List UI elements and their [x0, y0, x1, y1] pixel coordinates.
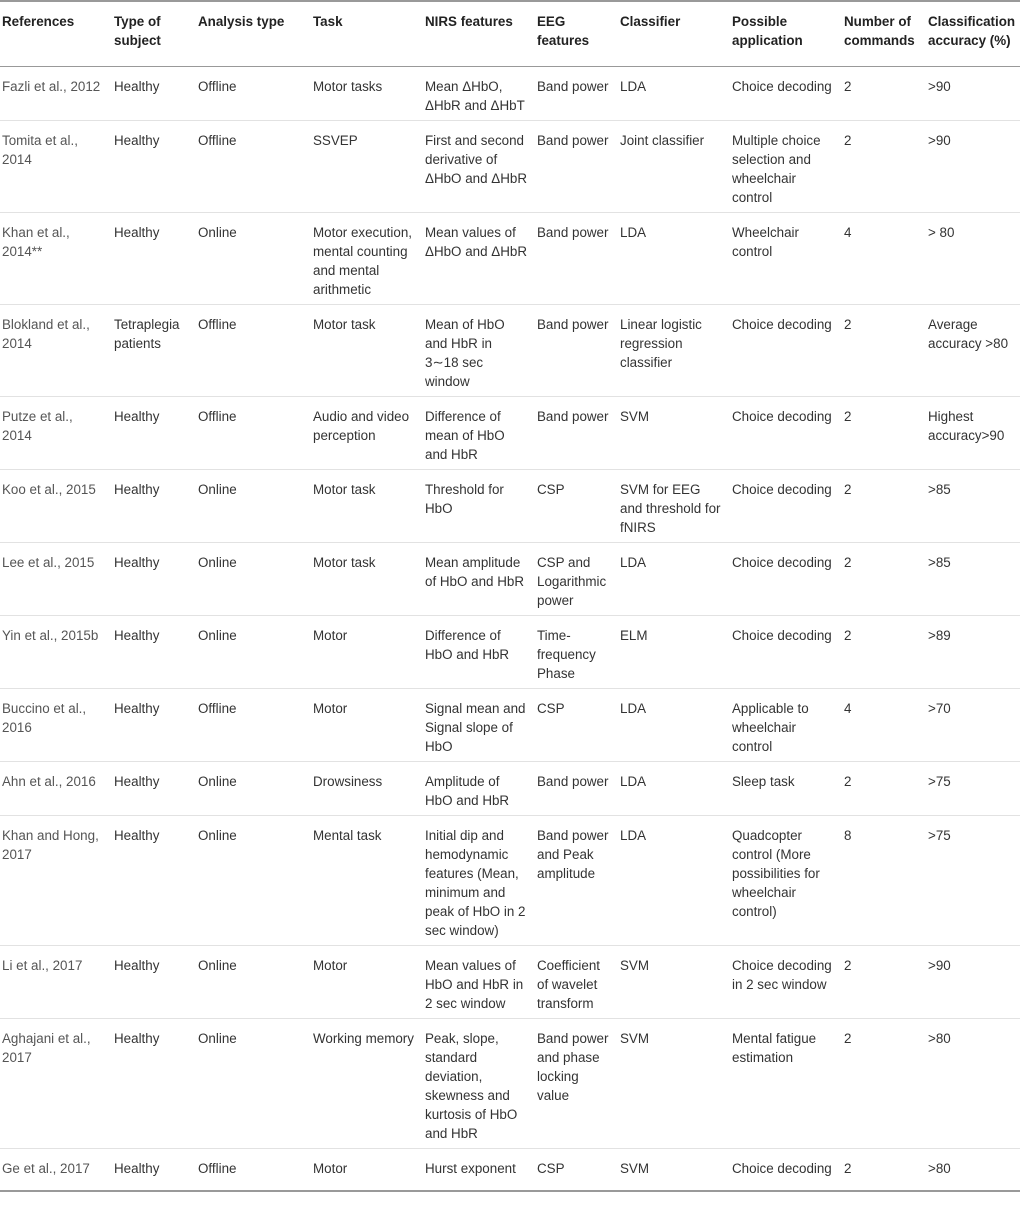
- cell-classification-accuracy: >80: [926, 1149, 1020, 1192]
- cell-analysis-type: Offline: [196, 689, 311, 762]
- cell-number-of-commands: 8: [842, 816, 926, 946]
- cell-analysis-type: Online: [196, 762, 311, 816]
- cell-classification-accuracy: >75: [926, 762, 1020, 816]
- cell-task: Motor: [311, 946, 423, 1019]
- cell-reference: Aghajani et al., 2017: [0, 1019, 112, 1149]
- cell-eeg-features: Band power: [535, 397, 618, 470]
- cell-nirs-features: Difference of mean of HbO and HbR: [423, 397, 535, 470]
- cell-possible-application: Choice decoding: [730, 67, 842, 121]
- cell-task: Working memory: [311, 1019, 423, 1149]
- cell-nirs-features: Hurst exponent: [423, 1149, 535, 1192]
- cell-reference: Blokland et al., 2014: [0, 305, 112, 397]
- cell-type-of-subject: Healthy: [112, 213, 196, 305]
- table-header: [0, 1, 1020, 67]
- cell-possible-application: Choice decoding: [730, 616, 842, 689]
- cell-nirs-features: Mean ΔHbO, ΔHbR and ΔHbT: [423, 67, 535, 121]
- cell-number-of-commands: 2: [842, 305, 926, 397]
- cell-type-of-subject: Tetraplegia patients: [112, 305, 196, 397]
- cell-type-of-subject: Healthy: [112, 616, 196, 689]
- cell-possible-application: Quadcopter control (More possibilities for wheelchair control): [730, 816, 842, 946]
- cell-possible-application: Multiple choice selection and wheelchair control: [730, 121, 842, 213]
- cell-number-of-commands: 2: [842, 543, 926, 616]
- cell-classifier: SVM for EEG and threshold for fNIRS: [618, 470, 730, 543]
- table-row: [0, 816, 1020, 946]
- cell-analysis-type: Online: [196, 616, 311, 689]
- cell-eeg-features: Coefficient of wavelet transform: [535, 946, 618, 1019]
- cell-nirs-features: Amplitude of HbO and HbR: [423, 762, 535, 816]
- cell-classification-accuracy: >70: [926, 689, 1020, 762]
- cell-possible-application: Choice decoding: [730, 1149, 842, 1192]
- cell-classification-accuracy: > 80: [926, 213, 1020, 305]
- cell-analysis-type: Online: [196, 213, 311, 305]
- cell-nirs-features: Difference of HbO and HbR: [423, 616, 535, 689]
- cell-number-of-commands: 4: [842, 689, 926, 762]
- cell-classification-accuracy: >75: [926, 816, 1020, 946]
- cell-classifier: SVM: [618, 1019, 730, 1149]
- cell-eeg-features: Time-frequency Phase: [535, 616, 618, 689]
- cell-number-of-commands: 2: [842, 470, 926, 543]
- cell-task: Motor: [311, 689, 423, 762]
- cell-classifier: LDA: [618, 67, 730, 121]
- cell-task: Motor task: [311, 543, 423, 616]
- cell-reference: Li et al., 2017: [0, 946, 112, 1019]
- cell-possible-application: Sleep task: [730, 762, 842, 816]
- cell-reference: Yin et al., 2015b: [0, 616, 112, 689]
- cell-nirs-features: Initial dip and hemodynamic features (Mean, minimum and peak of HbO in 2 sec window): [423, 816, 535, 946]
- cell-eeg-features: CSP: [535, 1149, 618, 1192]
- cell-eeg-features: Band power: [535, 121, 618, 213]
- cell-classifier: SVM: [618, 1149, 730, 1192]
- table-row: [0, 397, 1020, 470]
- header-type-of-subject: Type of subject: [112, 1, 196, 67]
- table-row: [0, 213, 1020, 305]
- cell-classifier: Joint classifier: [618, 121, 730, 213]
- cell-task: Drowsiness: [311, 762, 423, 816]
- cell-type-of-subject: Healthy: [112, 689, 196, 762]
- cell-classification-accuracy: Highest accuracy>90: [926, 397, 1020, 470]
- cell-type-of-subject: Healthy: [112, 1019, 196, 1149]
- cell-type-of-subject: Healthy: [112, 67, 196, 121]
- table-body: [0, 67, 1020, 1192]
- cell-type-of-subject: Healthy: [112, 121, 196, 213]
- cell-number-of-commands: 4: [842, 213, 926, 305]
- cell-task: Motor: [311, 616, 423, 689]
- cell-reference: Fazli et al., 2012: [0, 67, 112, 121]
- cell-analysis-type: Offline: [196, 397, 311, 470]
- table-row: [0, 67, 1020, 121]
- cell-number-of-commands: 2: [842, 67, 926, 121]
- cell-eeg-features: Band power and Peak amplitude: [535, 816, 618, 946]
- cell-task: Motor task: [311, 470, 423, 543]
- cell-analysis-type: Offline: [196, 305, 311, 397]
- cell-classifier: LDA: [618, 762, 730, 816]
- cell-possible-application: Applicable to wheelchair control: [730, 689, 842, 762]
- cell-analysis-type: Online: [196, 946, 311, 1019]
- cell-eeg-features: CSP and Logarithmic power: [535, 543, 618, 616]
- cell-task: Motor task: [311, 305, 423, 397]
- cell-eeg-features: CSP: [535, 689, 618, 762]
- table-row: [0, 689, 1020, 762]
- cell-number-of-commands: 2: [842, 121, 926, 213]
- cell-number-of-commands: 2: [842, 1019, 926, 1149]
- cell-eeg-features: Band power: [535, 213, 618, 305]
- table-row: [0, 1019, 1020, 1149]
- cell-classification-accuracy: >80: [926, 1019, 1020, 1149]
- cell-nirs-features: First and second derivative of ΔHbO and ΔHbR: [423, 121, 535, 213]
- table-row: [0, 305, 1020, 397]
- cell-reference: Khan et al., 2014**: [0, 213, 112, 305]
- cell-eeg-features: CSP: [535, 470, 618, 543]
- cell-analysis-type: Online: [196, 1019, 311, 1149]
- cell-reference: Buccino et al., 2016: [0, 689, 112, 762]
- cell-task: Motor tasks: [311, 67, 423, 121]
- cell-reference: Ahn et al., 2016: [0, 762, 112, 816]
- cell-classification-accuracy: >90: [926, 946, 1020, 1019]
- cell-number-of-commands: 2: [842, 762, 926, 816]
- header-nirs-features: NIRS features: [423, 1, 535, 67]
- cell-eeg-features: Band power: [535, 67, 618, 121]
- cell-possible-application: Choice decoding in 2 sec window: [730, 946, 842, 1019]
- cell-analysis-type: Offline: [196, 1149, 311, 1192]
- cell-classifier: LDA: [618, 689, 730, 762]
- cell-eeg-features: Band power and phase locking value: [535, 1019, 618, 1149]
- cell-number-of-commands: 2: [842, 1149, 926, 1192]
- header-number-of-commands: Number of commands: [842, 1, 926, 67]
- table-row: [0, 762, 1020, 816]
- cell-classification-accuracy: >89: [926, 616, 1020, 689]
- cell-classifier: SVM: [618, 397, 730, 470]
- cell-type-of-subject: Healthy: [112, 543, 196, 616]
- header-classification-accuracy: Classification accuracy (%): [926, 1, 1020, 67]
- table-row: [0, 121, 1020, 213]
- cell-reference: Khan and Hong, 2017: [0, 816, 112, 946]
- cell-nirs-features: Mean of HbO and HbR in 3∼18 sec window: [423, 305, 535, 397]
- cell-possible-application: Mental fatigue estimation: [730, 1019, 842, 1149]
- cell-possible-application: Choice decoding: [730, 305, 842, 397]
- cell-type-of-subject: Healthy: [112, 1149, 196, 1192]
- cell-classification-accuracy: >90: [926, 67, 1020, 121]
- cell-type-of-subject: Healthy: [112, 470, 196, 543]
- cell-possible-application: Wheelchair control: [730, 213, 842, 305]
- header-task: Task: [311, 1, 423, 67]
- table-row: [0, 616, 1020, 689]
- header-analysis-type: Analysis type: [196, 1, 311, 67]
- cell-type-of-subject: Healthy: [112, 397, 196, 470]
- header-possible-application: Possible application: [730, 1, 842, 67]
- cell-classifier: LDA: [618, 213, 730, 305]
- cell-classifier: ELM: [618, 616, 730, 689]
- cell-nirs-features: Mean values of HbO and HbR in 2 sec window: [423, 946, 535, 1019]
- cell-classifier: LDA: [618, 816, 730, 946]
- cell-number-of-commands: 2: [842, 397, 926, 470]
- cell-classification-accuracy: >85: [926, 543, 1020, 616]
- cell-nirs-features: Mean values of ΔHbO and ΔHbR: [423, 213, 535, 305]
- cell-analysis-type: Online: [196, 470, 311, 543]
- cell-task: Audio and video perception: [311, 397, 423, 470]
- cell-possible-application: Choice decoding: [730, 470, 842, 543]
- cell-analysis-type: Online: [196, 543, 311, 616]
- cell-reference: Ge et al., 2017: [0, 1149, 112, 1192]
- cell-nirs-features: Peak, slope, standard deviation, skewness and kurtosis of HbO and HbR: [423, 1019, 535, 1149]
- table-row: [0, 1149, 1020, 1192]
- table-row: [0, 470, 1020, 543]
- cell-nirs-features: Signal mean and Signal slope of HbO: [423, 689, 535, 762]
- header-references: References: [0, 1, 112, 67]
- cell-nirs-features: Threshold for HbO: [423, 470, 535, 543]
- cell-analysis-type: Online: [196, 816, 311, 946]
- cell-classification-accuracy: Average accuracy >80: [926, 305, 1020, 397]
- cell-classifier: SVM: [618, 946, 730, 1019]
- cell-task: SSVEP: [311, 121, 423, 213]
- cell-eeg-features: Band power: [535, 305, 618, 397]
- cell-number-of-commands: 2: [842, 616, 926, 689]
- header-eeg-features: EEG features: [535, 1, 618, 67]
- cell-nirs-features: Mean amplitude of HbO and HbR: [423, 543, 535, 616]
- cell-reference: Koo et al., 2015: [0, 470, 112, 543]
- cell-number-of-commands: 2: [842, 946, 926, 1019]
- header-classifier: Classifier: [618, 1, 730, 67]
- table-row: [0, 543, 1020, 616]
- header-row: [0, 1, 1020, 67]
- cell-classification-accuracy: >85: [926, 470, 1020, 543]
- cell-type-of-subject: Healthy: [112, 762, 196, 816]
- cell-reference: Lee et al., 2015: [0, 543, 112, 616]
- cell-reference: Putze et al., 2014: [0, 397, 112, 470]
- cell-classification-accuracy: >90: [926, 121, 1020, 213]
- cell-possible-application: Choice decoding: [730, 543, 842, 616]
- cell-classifier: LDA: [618, 543, 730, 616]
- cell-type-of-subject: Healthy: [112, 816, 196, 946]
- cell-analysis-type: Offline: [196, 67, 311, 121]
- cell-possible-application: Choice decoding: [730, 397, 842, 470]
- cell-type-of-subject: Healthy: [112, 946, 196, 1019]
- cell-eeg-features: Band power: [535, 762, 618, 816]
- cell-reference: Tomita et al., 2014: [0, 121, 112, 213]
- cell-task: Motor execution, mental counting and mental arithmetic: [311, 213, 423, 305]
- cell-task: Motor: [311, 1149, 423, 1192]
- table-row: [0, 946, 1020, 1019]
- cell-analysis-type: Offline: [196, 121, 311, 213]
- cell-classifier: Linear logistic regression classifier: [618, 305, 730, 397]
- cell-task: Mental task: [311, 816, 423, 946]
